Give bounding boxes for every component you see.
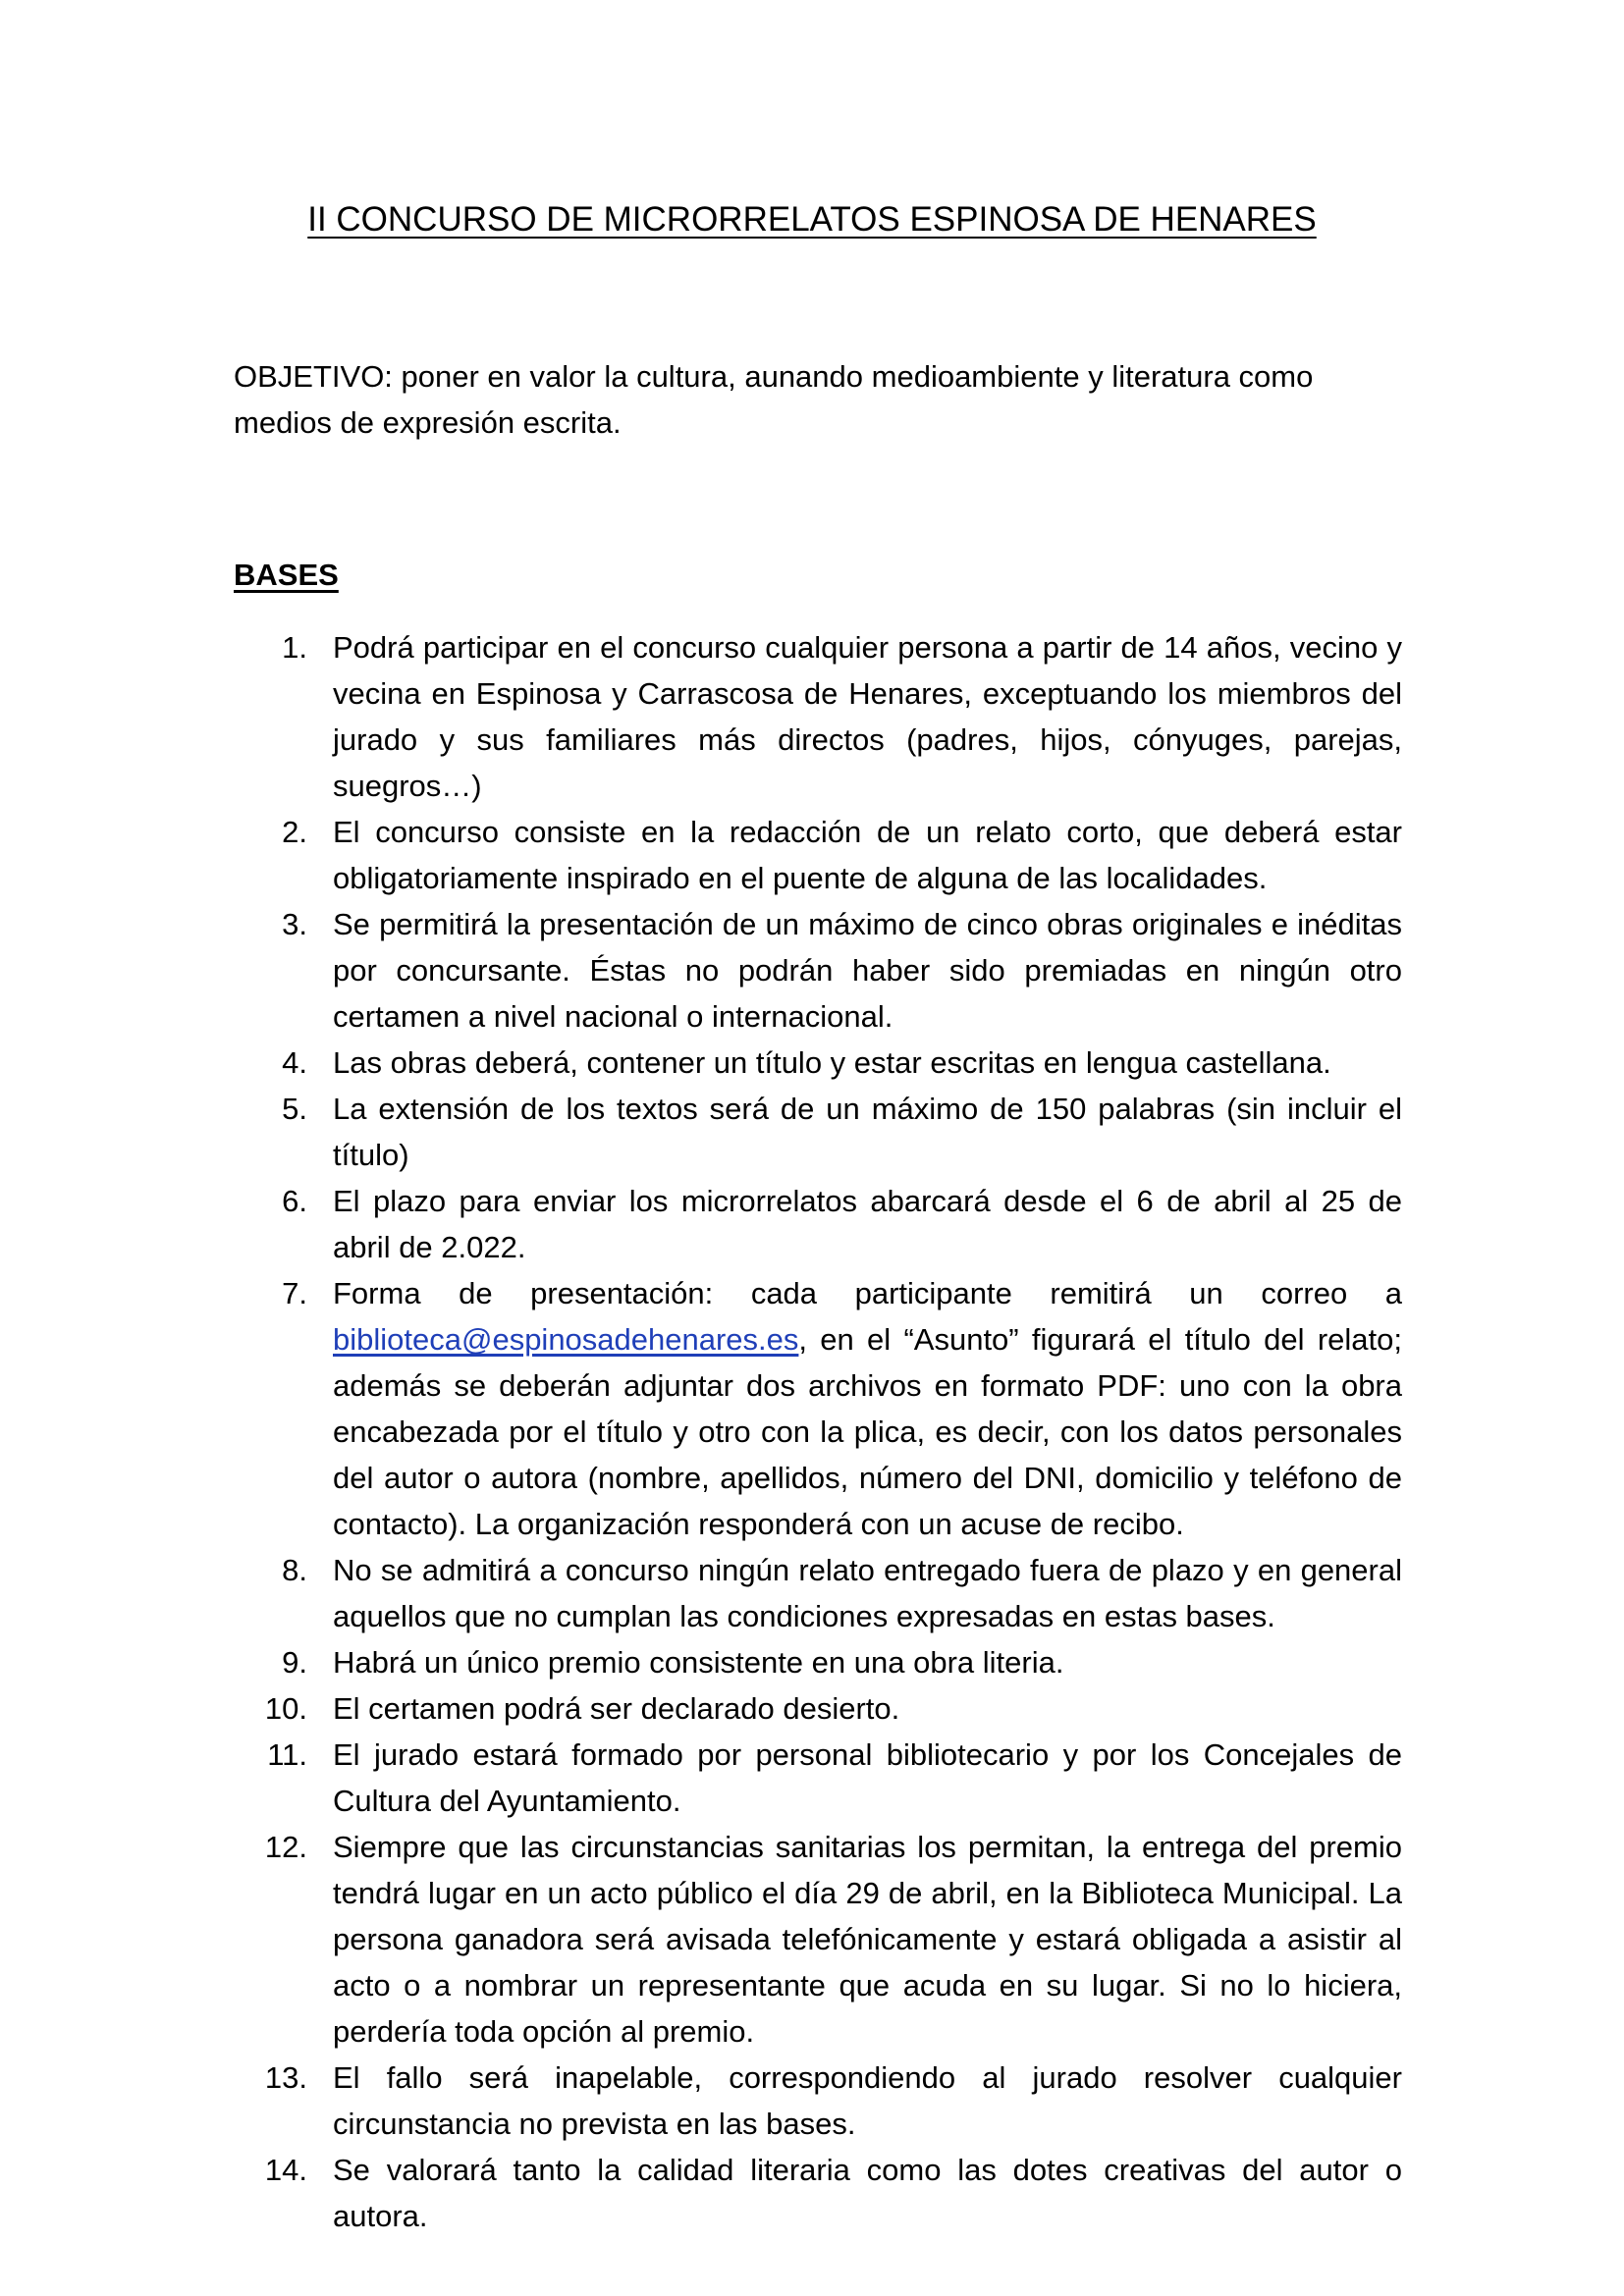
item-number: 5.	[282, 1092, 307, 1126]
item-text: El certamen podrá ser declarado desierto.	[333, 1691, 900, 1726]
item-text: Podrá participar en el concurso cualquier persona a partir de 14 años, vecino y vecina en Espinosa y Carrascosa de Henares, exceptuando los miembros del jurado y sus familiares más directos (padres, hijos, cónyuges, parejas, suegros…)	[333, 630, 1402, 803]
bases-heading: BASES	[234, 558, 339, 592]
bases-item-7	[234, 1270, 1402, 1547]
bases-list	[234, 624, 1402, 2239]
item-text: El jurado estará formado por personal bibliotecario y por los Concejales de Cultura del Ayuntamiento.	[333, 1737, 1402, 1818]
item-number: 11.	[267, 1737, 307, 1772]
item-text: Se permitirá la presentación de un máximo de cinco obras originales e inéditas por concursante. Éstas no podrán haber sido premiadas en ningún otro certamen a nivel nacional o internacional.	[333, 907, 1402, 1034]
item-number: 6.	[282, 1184, 307, 1218]
item-number: 2.	[282, 815, 307, 849]
bases-item-2	[234, 809, 1402, 901]
item-number: 13.	[264, 2060, 307, 2095]
bases-item-8	[234, 1547, 1402, 1639]
bases-item-14	[234, 2147, 1402, 2239]
item-text-before-link: Forma de presentación: cada participante remitirá un correo a	[333, 1276, 1402, 1310]
item-text: La extensión de los textos será de un máximo de 150 palabras (sin incluir el título)	[333, 1092, 1402, 1172]
item-number: 3.	[282, 907, 307, 941]
item-number: 14.	[264, 2153, 307, 2187]
item-text: Siempre que las circunstancias sanitarias los permitan, la entrega del premio tendrá lugar en un acto público el día 29 de abril, en la Biblioteca Municipal. La persona ganadora será avisada telefónicamente y estará obligada a asistir al acto o a nombrar un representante que acuda en su lugar. Si no lo hiciera, perdería toda opción al premio.	[333, 1830, 1402, 2049]
item-text: El plazo para enviar los microrrelatos abarcará desde el 6 de abril al 25 de abril de 2.022.	[333, 1184, 1402, 1264]
item-number: 12.	[264, 1830, 307, 1864]
item-text: El fallo será inapelable, correspondiendo al jurado resolver cualquier circunstancia no prevista en las bases.	[333, 2060, 1402, 2141]
bases-item-13	[234, 2055, 1402, 2147]
bases-item-10	[234, 1685, 1402, 1732]
item-text-after-link: , en el “Asunto” figurará el título del relato; además se deberán adjuntar dos archivos en formato PDF: uno con la obra encabezada por el título y otro con la plica, es decir, con los datos personales del autor o autora (nombre, apellidos, número del DNI, domicilio y teléfono de contacto). La organización responderá con un acuse de recibo.	[333, 1322, 1402, 1541]
item-text: Se valorará tanto la calidad literaria como las dotes creativas del autor o autora.	[333, 2153, 1402, 2233]
item-text: Las obras deberá, contener un título y estar escritas en lengua castellana.	[333, 1045, 1331, 1080]
item-text: Habrá un único premio consistente en una obra literia.	[333, 1645, 1064, 1680]
objective-paragraph: OBJETIVO: poner en valor la cultura, aunando medioambiente y literatura como medios de expresión escrita.	[234, 359, 1314, 440]
item-number: 8.	[282, 1553, 307, 1587]
bases-item-3	[234, 901, 1402, 1040]
bases-item-5	[234, 1086, 1402, 1178]
item-number: 7.	[282, 1276, 307, 1310]
bases-item-11	[234, 1732, 1402, 1824]
document-title: II CONCURSO DE MICRORRELATOS ESPINOSA DE HENARES	[307, 200, 1317, 239]
item-number: 4.	[282, 1045, 307, 1080]
email-link[interactable]: biblioteca@espinosadehenares.es	[333, 1322, 799, 1357]
bases-item-4	[234, 1040, 1402, 1086]
item-text: No se admitirá a concurso ningún relato entregado fuera de plazo y en general aquellos que no cumplan las condiciones expresadas en estas bases.	[333, 1553, 1402, 1633]
bases-item-6	[234, 1178, 1402, 1270]
item-text: El concurso consiste en la redacción de un relato corto, que deberá estar obligatoriamente inspirado en el puente de alguna de las localidades.	[333, 815, 1402, 895]
item-number: 9.	[282, 1645, 307, 1680]
item-number: 10.	[264, 1691, 307, 1726]
bases-item-1	[234, 624, 1402, 809]
item-number: 1.	[282, 630, 307, 665]
bases-item-9	[234, 1639, 1402, 1685]
bases-item-12	[234, 1824, 1402, 2055]
